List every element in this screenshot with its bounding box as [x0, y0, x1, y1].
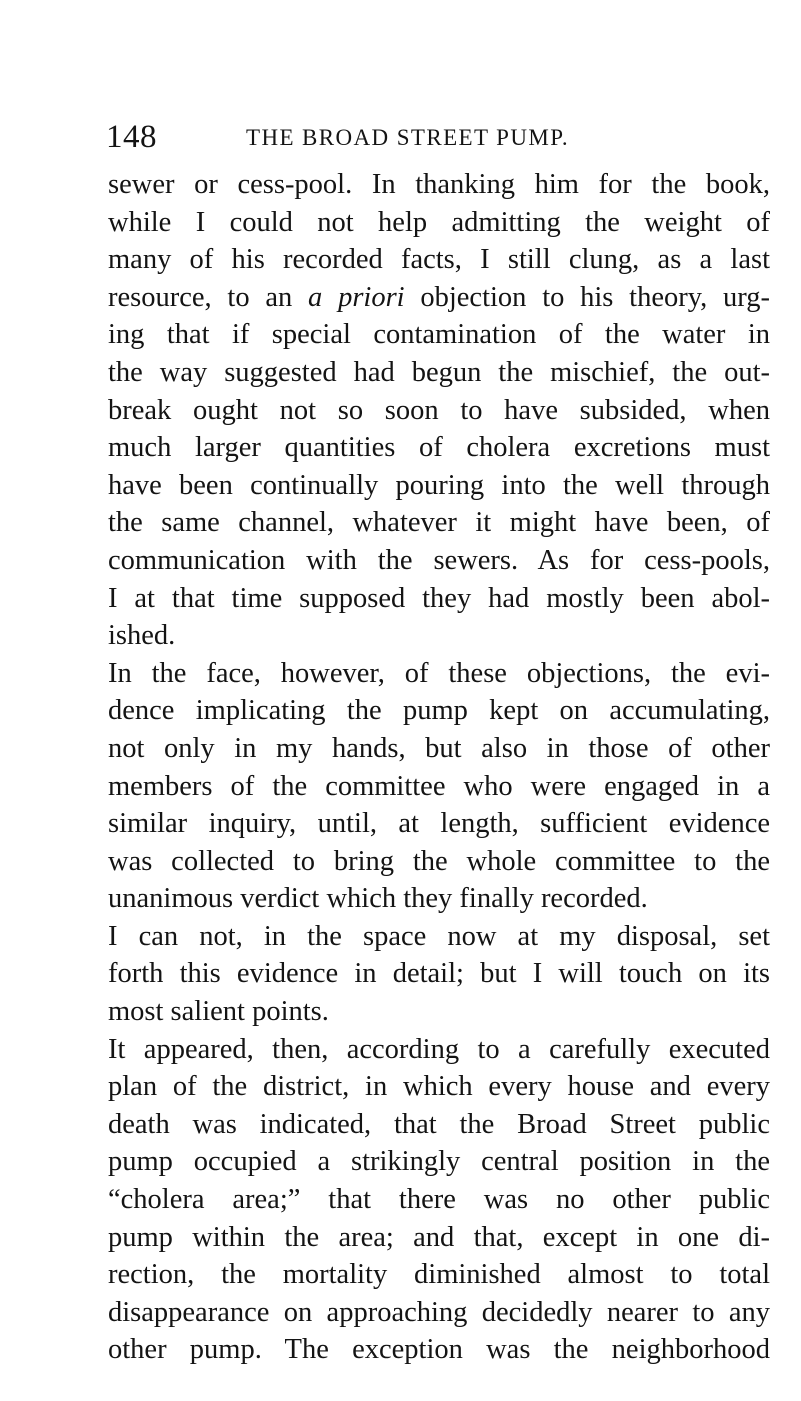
text-line: sewer or cess-pool. In thanking him for the book, [108, 169, 770, 200]
running-title: THE BROAD STREET PUMP. [246, 125, 570, 150]
text-line: I at that time supposed they had mostly been abol- [108, 582, 770, 614]
page-number: 148 [106, 119, 157, 155]
text-line: plan of the district, in which every house and every [108, 1071, 770, 1103]
text-line: the same channel, whatever it might have been, of [108, 507, 770, 539]
text-line: ing that if special contamination of the water in [108, 319, 770, 351]
italic-phrase: a priori [308, 281, 405, 313]
text-line: the way suggested had begun the mischief, the out- [108, 356, 770, 388]
text-line: disappearance on approaching decidedly nearer to any [108, 1296, 770, 1328]
text-line: many of his recorded facts, I still clung, as a last [108, 244, 770, 276]
text-line: members of the committee who were engaged in a [108, 770, 770, 802]
running-head [106, 117, 766, 157]
body-text [108, 166, 770, 1369]
text-line: dence implicating the pump kept on accumulating, [108, 695, 770, 727]
text-line: was collected to bring the whole committee to the [108, 845, 770, 877]
text-line: resource, to an a priori objection to his theory, urg- [108, 281, 770, 313]
text-line: unanimous verdict which they finally recorded. [108, 883, 648, 915]
text-line: “cholera area;” that there was no other public [108, 1184, 770, 1216]
text-line: most salient points. [108, 996, 329, 1028]
text-line: forth this evidence in detail; but I will touch on its [108, 958, 770, 990]
text-line: pump occupied a strikingly central position in the [108, 1146, 770, 1178]
text-line: I can not, in the space now at my disposal, set [108, 920, 770, 952]
text-line: while I could not help admitting the weight of [108, 206, 770, 238]
text-line: other pump. The exception was the neighborhood [108, 1334, 770, 1366]
text-line: not only in my hands, but also in those of other [108, 732, 770, 764]
text-line: much larger quantities of cholera excretions must [108, 432, 770, 464]
text-line: It appeared, then, according to a carefully executed [108, 1033, 770, 1065]
text-line: have been continually pouring into the well through [108, 469, 770, 501]
text-line: pump within the area; and that, except in one di- [108, 1221, 770, 1253]
text-line: communication with the sewers. As for cess-pools, [108, 544, 770, 576]
text-line: similar inquiry, until, at length, sufficient evidence [108, 808, 770, 840]
text-line: In the face, however, of these objections, the evi- [108, 657, 770, 689]
text-line: death was indicated, that the Broad Street public [108, 1108, 770, 1140]
text-line: ished. [108, 620, 176, 652]
text-line: rection, the mortality diminished almost to total [108, 1259, 770, 1291]
text-line: break ought not so soon to have subsided, when [108, 394, 770, 426]
